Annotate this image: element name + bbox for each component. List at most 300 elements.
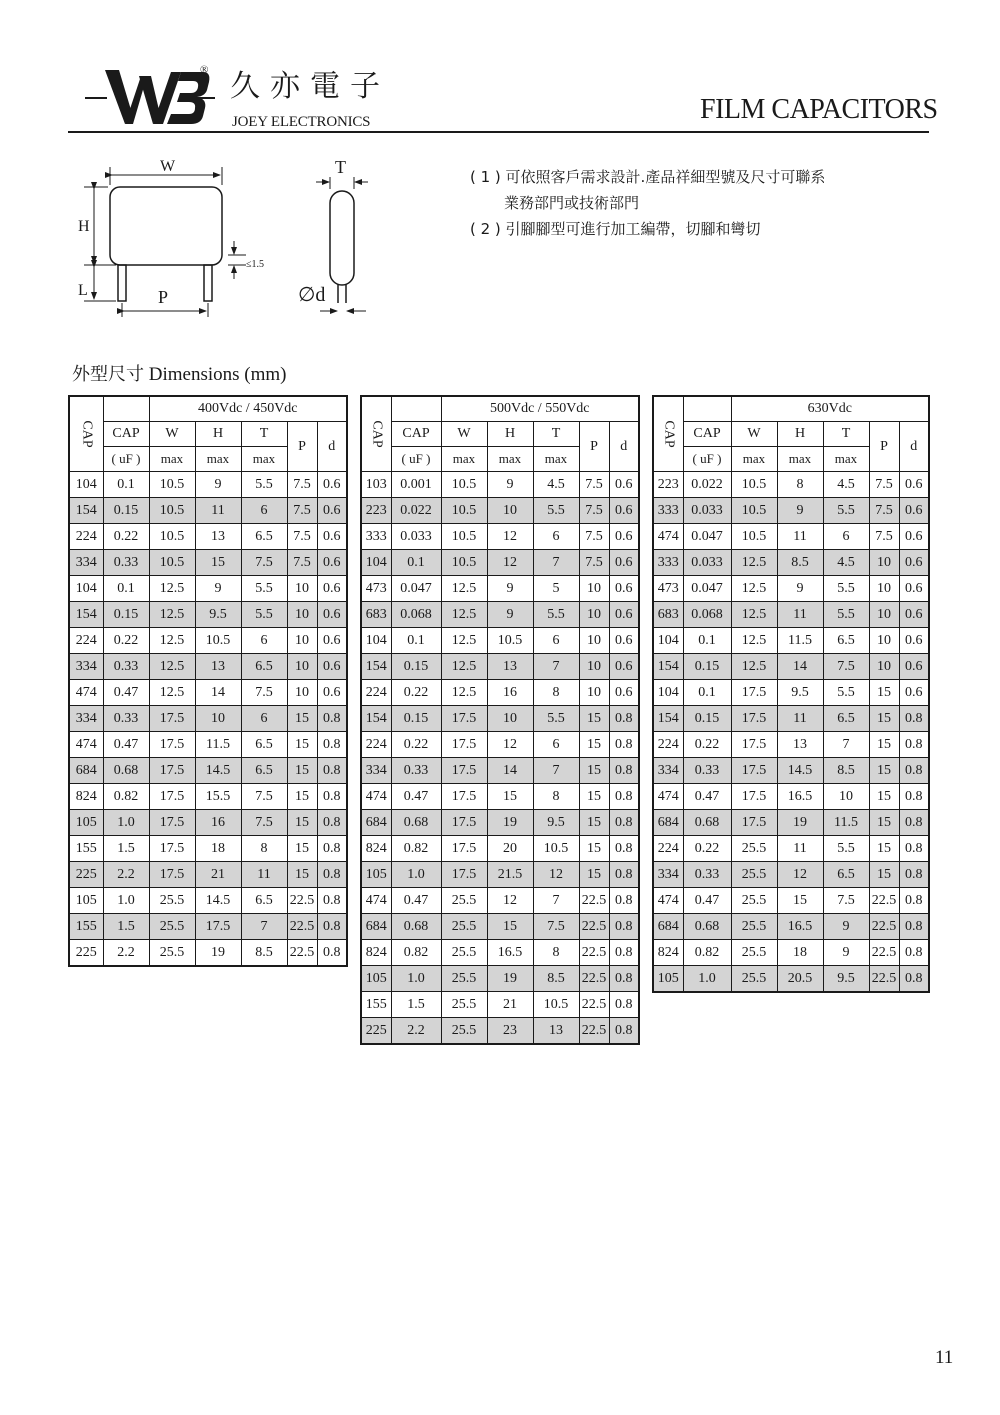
cell-height: 10.5 xyxy=(487,628,533,654)
cell-lead-diameter: 0.8 xyxy=(317,758,347,784)
header-h: H xyxy=(487,422,533,447)
cell-capacitance: 0.33 xyxy=(103,654,149,680)
cell-pitch: 15 xyxy=(287,810,317,836)
cell-cap-code: 105 xyxy=(69,888,103,914)
header-cap-code: CAP xyxy=(361,396,391,472)
table-row xyxy=(653,758,929,784)
cell-pitch: 7.5 xyxy=(579,524,609,550)
table-header-row xyxy=(69,422,347,447)
cell-capacitance: 0.82 xyxy=(391,836,441,862)
cell-lead-diameter: 0.8 xyxy=(899,706,929,732)
cell-cap-code: 684 xyxy=(361,810,391,836)
cell-capacitance: 0.1 xyxy=(683,628,731,654)
cell-thickness: 8.5 xyxy=(533,966,579,992)
cell-pitch: 10 xyxy=(287,654,317,680)
cell-lead-diameter: 0.6 xyxy=(899,602,929,628)
cell-lead-diameter: 0.6 xyxy=(317,472,347,498)
cell-width: 17.5 xyxy=(149,810,195,836)
cell-width: 10.5 xyxy=(731,472,777,498)
cell-capacitance: 0.1 xyxy=(683,680,731,706)
cell-lead-diameter: 0.6 xyxy=(609,498,639,524)
cell-lead-diameter: 0.8 xyxy=(317,940,347,967)
cell-cap-code: 104 xyxy=(653,628,683,654)
cell-thickness: 7 xyxy=(241,914,287,940)
table-row xyxy=(361,576,639,602)
cell-width: 17.5 xyxy=(441,732,487,758)
cell-capacitance: 0.033 xyxy=(391,524,441,550)
cell-thickness: 13 xyxy=(533,1018,579,1045)
cell-capacitance: 0.15 xyxy=(391,706,441,732)
cell-thickness: 10.5 xyxy=(533,836,579,862)
cell-capacitance: 0.047 xyxy=(683,524,731,550)
cell-pitch: 22.5 xyxy=(869,888,899,914)
table-row xyxy=(653,628,929,654)
cell-capacitance: 0.82 xyxy=(683,940,731,966)
table-row xyxy=(653,862,929,888)
cell-height: 11.5 xyxy=(777,628,823,654)
cell-height: 11 xyxy=(777,836,823,862)
table-row xyxy=(361,888,639,914)
cell-lead-diameter: 0.8 xyxy=(609,732,639,758)
cell-height: 12 xyxy=(487,550,533,576)
section-title xyxy=(72,360,287,386)
cell-lead-diameter: 0.6 xyxy=(609,472,639,498)
cell-thickness: 10 xyxy=(823,784,869,810)
cell-width: 25.5 xyxy=(731,836,777,862)
cell-width: 12.5 xyxy=(441,680,487,706)
cell-thickness: 5.5 xyxy=(533,706,579,732)
cell-lead-diameter: 0.8 xyxy=(899,914,929,940)
cell-width: 10.5 xyxy=(441,472,487,498)
cell-width: 12.5 xyxy=(731,550,777,576)
cell-height: 13 xyxy=(777,732,823,758)
header-t: T xyxy=(823,422,869,447)
table-row xyxy=(653,550,929,576)
cell-capacitance: 1.0 xyxy=(103,810,149,836)
cell-capacitance: 0.82 xyxy=(391,940,441,966)
cell-width: 12.5 xyxy=(731,576,777,602)
brand-name-english: JOEY ELECTRONICS xyxy=(232,114,371,130)
cell-capacitance: 0.047 xyxy=(391,576,441,602)
cell-thickness: 6 xyxy=(533,628,579,654)
cell-width: 17.5 xyxy=(441,706,487,732)
cell-height: 20.5 xyxy=(777,966,823,993)
cell-lead-diameter: 0.6 xyxy=(317,628,347,654)
cell-lead-diameter: 0.6 xyxy=(899,498,929,524)
table-row xyxy=(361,706,639,732)
cell-capacitance: 0.47 xyxy=(391,784,441,810)
cell-width: 25.5 xyxy=(441,966,487,992)
cell-lead-diameter: 0.6 xyxy=(899,654,929,680)
cell-thickness: 4.5 xyxy=(533,472,579,498)
joey-logo xyxy=(85,66,215,128)
cell-height: 10 xyxy=(487,706,533,732)
cell-lead-diameter: 0.8 xyxy=(609,914,639,940)
cell-width: 12.5 xyxy=(149,628,195,654)
cell-capacitance: 0.33 xyxy=(683,758,731,784)
header-uf: ( uF ) xyxy=(391,447,441,472)
cell-width: 10.5 xyxy=(149,550,195,576)
header-t: T xyxy=(533,422,579,447)
cell-width: 10.5 xyxy=(441,524,487,550)
table-row xyxy=(361,1018,639,1045)
cell-height: 9.5 xyxy=(777,680,823,706)
cell-lead-diameter: 0.8 xyxy=(609,992,639,1018)
cell-width: 12.5 xyxy=(441,576,487,602)
cell-width: 17.5 xyxy=(149,784,195,810)
cell-pitch: 15 xyxy=(287,706,317,732)
cell-cap-code: 684 xyxy=(653,914,683,940)
table-row xyxy=(69,524,347,550)
cell-height: 19 xyxy=(487,810,533,836)
cell-capacitance: 2.2 xyxy=(103,862,149,888)
cell-width: 17.5 xyxy=(441,836,487,862)
cell-pitch: 15 xyxy=(869,706,899,732)
cell-thickness: 7.5 xyxy=(241,784,287,810)
cell-cap-code: 334 xyxy=(69,654,103,680)
cell-pitch: 22.5 xyxy=(579,940,609,966)
cell-lead-diameter: 0.8 xyxy=(317,706,347,732)
cell-capacitance: 0.1 xyxy=(391,550,441,576)
cell-cap-code: 474 xyxy=(653,784,683,810)
cell-capacitance: 0.47 xyxy=(683,784,731,810)
cell-thickness: 7 xyxy=(823,732,869,758)
cell-cap-code: 334 xyxy=(361,758,391,784)
cell-cap-code: 224 xyxy=(653,836,683,862)
cell-width: 17.5 xyxy=(149,706,195,732)
cell-width: 25.5 xyxy=(731,966,777,993)
cell-thickness: 6.5 xyxy=(241,888,287,914)
cell-cap-code: 154 xyxy=(653,654,683,680)
cell-lead-diameter: 0.8 xyxy=(899,758,929,784)
cell-cap-code: 104 xyxy=(361,628,391,654)
header-w: W xyxy=(731,422,777,447)
header-blank xyxy=(103,396,149,422)
cell-lead-diameter: 0.8 xyxy=(899,732,929,758)
header-max: max xyxy=(533,447,579,472)
cell-cap-code: 223 xyxy=(361,498,391,524)
cell-height: 9 xyxy=(777,576,823,602)
header-d: d xyxy=(317,422,347,472)
cell-width: 25.5 xyxy=(731,862,777,888)
cell-cap-code: 684 xyxy=(69,758,103,784)
table-row xyxy=(69,810,347,836)
cell-capacitance: 0.22 xyxy=(391,680,441,706)
cell-height: 14 xyxy=(195,680,241,706)
cell-height: 21.5 xyxy=(487,862,533,888)
table-header-row xyxy=(653,396,929,422)
cell-pitch: 15 xyxy=(869,732,899,758)
cell-capacitance: 0.15 xyxy=(683,654,731,680)
cell-pitch: 22.5 xyxy=(579,888,609,914)
cell-pitch: 15 xyxy=(287,732,317,758)
cell-thickness: 11 xyxy=(241,862,287,888)
cell-capacitance: 1.5 xyxy=(103,914,149,940)
cell-capacitance: 0.022 xyxy=(391,498,441,524)
cell-cap-code: 104 xyxy=(69,576,103,602)
cell-lead-diameter: 0.6 xyxy=(317,550,347,576)
table-row xyxy=(361,602,639,628)
cell-pitch: 15 xyxy=(579,732,609,758)
cell-thickness: 5.5 xyxy=(533,498,579,524)
header-max: max xyxy=(441,447,487,472)
table-row xyxy=(653,940,929,966)
table-row xyxy=(69,940,347,967)
cell-height: 10.5 xyxy=(195,628,241,654)
cell-thickness: 6.5 xyxy=(823,706,869,732)
cell-capacitance: 0.33 xyxy=(683,862,731,888)
cell-thickness: 9 xyxy=(823,914,869,940)
cell-pitch: 15 xyxy=(287,862,317,888)
cell-width: 17.5 xyxy=(731,732,777,758)
cell-pitch: 22.5 xyxy=(579,966,609,992)
cell-pitch: 15 xyxy=(579,836,609,862)
table-row xyxy=(69,472,347,498)
cell-cap-code: 684 xyxy=(653,810,683,836)
table-header-row xyxy=(653,422,929,447)
cell-width: 10.5 xyxy=(441,498,487,524)
cell-cap-code: 223 xyxy=(653,472,683,498)
cell-width: 12.5 xyxy=(441,628,487,654)
cell-lead-diameter: 0.8 xyxy=(899,862,929,888)
cell-height: 9 xyxy=(777,498,823,524)
cell-lead-diameter: 0.8 xyxy=(609,836,639,862)
table-row xyxy=(361,784,639,810)
cell-pitch: 15 xyxy=(869,758,899,784)
table-row xyxy=(361,914,639,940)
header-max: max xyxy=(731,447,777,472)
cell-capacitance: 0.15 xyxy=(103,498,149,524)
cell-cap-code: 824 xyxy=(653,940,683,966)
header-uf: ( uF ) xyxy=(683,447,731,472)
cell-lead-diameter: 0.8 xyxy=(609,810,639,836)
table-row xyxy=(653,498,929,524)
cell-capacitance: 0.15 xyxy=(683,706,731,732)
cell-pitch: 22.5 xyxy=(869,966,899,993)
cell-cap-code: 155 xyxy=(69,836,103,862)
table-row xyxy=(361,862,639,888)
table-row xyxy=(653,810,929,836)
table-row xyxy=(361,836,639,862)
voltage-rating-header: 400Vdc / 450Vdc xyxy=(149,396,347,422)
cell-height: 16.5 xyxy=(777,784,823,810)
table-row xyxy=(361,680,639,706)
cell-capacitance: 2.2 xyxy=(103,940,149,967)
cell-cap-code: 334 xyxy=(69,550,103,576)
cell-height: 8 xyxy=(777,472,823,498)
dimension-table-400-450vdc xyxy=(68,395,348,967)
cell-thickness: 9.5 xyxy=(533,810,579,836)
table-row xyxy=(653,654,929,680)
table-row xyxy=(69,862,347,888)
cell-width: 17.5 xyxy=(731,680,777,706)
cell-width: 17.5 xyxy=(731,706,777,732)
cell-height: 15 xyxy=(487,784,533,810)
cell-cap-code: 224 xyxy=(653,732,683,758)
cell-capacitance: 1.0 xyxy=(391,966,441,992)
cell-height: 11 xyxy=(777,524,823,550)
cell-lead-diameter: 0.8 xyxy=(609,784,639,810)
cell-thickness: 6.5 xyxy=(241,732,287,758)
cell-height: 19 xyxy=(195,940,241,967)
cell-height: 15 xyxy=(487,914,533,940)
cell-thickness: 7 xyxy=(533,888,579,914)
cell-thickness: 5.5 xyxy=(241,472,287,498)
cell-cap-code: 474 xyxy=(69,732,103,758)
cell-lead-diameter: 0.6 xyxy=(899,524,929,550)
cell-height: 18 xyxy=(195,836,241,862)
cell-cap-code: 155 xyxy=(361,992,391,1018)
table-row xyxy=(69,784,347,810)
cell-pitch: 10 xyxy=(287,680,317,706)
header-max: max xyxy=(777,447,823,472)
cell-width: 12.5 xyxy=(731,654,777,680)
cell-width: 17.5 xyxy=(149,732,195,758)
cell-capacitance: 0.047 xyxy=(683,576,731,602)
voltage-rating-header: 630Vdc xyxy=(731,396,929,422)
cell-pitch: 22.5 xyxy=(579,914,609,940)
document-title: FILM CAPACITORS xyxy=(700,94,938,125)
cell-pitch: 10 xyxy=(869,576,899,602)
cell-height: 16 xyxy=(487,680,533,706)
cell-height: 10 xyxy=(487,498,533,524)
table-row xyxy=(653,680,929,706)
cell-thickness: 7.5 xyxy=(533,914,579,940)
cell-lead-diameter: 0.6 xyxy=(317,524,347,550)
cell-capacitance: 0.15 xyxy=(103,602,149,628)
cell-cap-code: 333 xyxy=(361,524,391,550)
cell-capacitance: 0.1 xyxy=(391,628,441,654)
cell-cap-code: 824 xyxy=(361,940,391,966)
cell-cap-code: 225 xyxy=(69,940,103,967)
cell-pitch: 7.5 xyxy=(287,498,317,524)
cell-lead-diameter: 0.8 xyxy=(317,862,347,888)
cell-width: 25.5 xyxy=(149,888,195,914)
cell-lead-diameter: 0.8 xyxy=(317,732,347,758)
cell-pitch: 10 xyxy=(287,628,317,654)
cell-pitch: 10 xyxy=(579,602,609,628)
cell-height: 13 xyxy=(487,654,533,680)
cell-height: 17.5 xyxy=(195,914,241,940)
cell-height: 23 xyxy=(487,1018,533,1045)
cell-capacitance: 0.1 xyxy=(103,576,149,602)
cell-thickness: 6 xyxy=(823,524,869,550)
cell-cap-code: 225 xyxy=(361,1018,391,1045)
cell-height: 15 xyxy=(195,550,241,576)
cell-thickness: 8.5 xyxy=(823,758,869,784)
table-row xyxy=(361,654,639,680)
cell-cap-code: 334 xyxy=(653,758,683,784)
cell-cap-code: 105 xyxy=(361,966,391,992)
cell-capacitance: 0.68 xyxy=(683,810,731,836)
cell-thickness: 7 xyxy=(533,758,579,784)
cell-thickness: 5.5 xyxy=(823,576,869,602)
header-cap: CAP xyxy=(103,422,149,447)
cell-width: 17.5 xyxy=(441,862,487,888)
cell-capacitance: 0.22 xyxy=(103,628,149,654)
label-lead-length: ≤1.5 xyxy=(246,259,264,270)
table-row xyxy=(69,550,347,576)
cell-lead-diameter: 0.6 xyxy=(317,576,347,602)
cell-width: 17.5 xyxy=(731,784,777,810)
cell-thickness: 5.5 xyxy=(823,680,869,706)
cell-capacitance: 0.068 xyxy=(683,602,731,628)
cell-pitch: 15 xyxy=(869,836,899,862)
cell-thickness: 6 xyxy=(241,706,287,732)
cell-height: 9 xyxy=(487,472,533,498)
cell-capacitance: 1.5 xyxy=(103,836,149,862)
cell-cap-code: 154 xyxy=(69,498,103,524)
cell-width: 25.5 xyxy=(731,940,777,966)
cell-capacitance: 0.33 xyxy=(391,758,441,784)
cell-height: 9 xyxy=(195,576,241,602)
cell-width: 17.5 xyxy=(441,758,487,784)
cell-lead-diameter: 0.6 xyxy=(317,654,347,680)
label-d: ∅d xyxy=(298,284,326,306)
cell-width: 12.5 xyxy=(149,654,195,680)
cell-cap-code: 225 xyxy=(69,862,103,888)
table-row xyxy=(69,576,347,602)
cell-pitch: 10 xyxy=(869,550,899,576)
cell-width: 12.5 xyxy=(149,602,195,628)
cell-lead-diameter: 0.6 xyxy=(609,680,639,706)
cell-cap-code: 824 xyxy=(69,784,103,810)
cell-cap-code: 155 xyxy=(69,914,103,940)
cell-cap-code: 824 xyxy=(361,836,391,862)
table-row xyxy=(69,498,347,524)
cell-lead-diameter: 0.6 xyxy=(317,602,347,628)
cell-thickness: 6.5 xyxy=(823,628,869,654)
cell-cap-code: 334 xyxy=(69,706,103,732)
cell-height: 12 xyxy=(487,732,533,758)
cell-cap-code: 154 xyxy=(361,654,391,680)
cell-lead-diameter: 0.6 xyxy=(899,576,929,602)
cell-thickness: 6.5 xyxy=(241,758,287,784)
cell-thickness: 6 xyxy=(241,628,287,654)
header-w: W xyxy=(441,422,487,447)
table-row xyxy=(653,524,929,550)
cell-cap-code: 473 xyxy=(653,576,683,602)
cell-pitch: 10 xyxy=(869,602,899,628)
cell-cap-code: 684 xyxy=(361,914,391,940)
table-row xyxy=(653,472,929,498)
cell-pitch: 22.5 xyxy=(287,940,317,967)
cell-cap-code: 334 xyxy=(653,862,683,888)
cell-lead-diameter: 0.6 xyxy=(609,524,639,550)
cell-cap-code: 474 xyxy=(361,784,391,810)
cell-width: 10.5 xyxy=(731,498,777,524)
cell-capacitance: 0.1 xyxy=(103,472,149,498)
cell-pitch: 22.5 xyxy=(287,888,317,914)
cell-height: 14.5 xyxy=(777,758,823,784)
header-max: max xyxy=(195,447,241,472)
table-row xyxy=(653,602,929,628)
table-row xyxy=(361,628,639,654)
cell-thickness: 9 xyxy=(823,940,869,966)
cell-thickness: 7.5 xyxy=(823,888,869,914)
cell-width: 25.5 xyxy=(149,940,195,967)
cell-cap-code: 104 xyxy=(653,680,683,706)
cell-capacitance: 0.22 xyxy=(103,524,149,550)
cell-width: 17.5 xyxy=(731,758,777,784)
cell-cap-code: 333 xyxy=(653,498,683,524)
cell-pitch: 7.5 xyxy=(869,524,899,550)
table-row xyxy=(361,966,639,992)
cell-capacitance: 0.22 xyxy=(683,732,731,758)
header-p: P xyxy=(287,422,317,472)
cell-capacitance: 1.0 xyxy=(103,888,149,914)
cell-thickness: 7.5 xyxy=(241,810,287,836)
